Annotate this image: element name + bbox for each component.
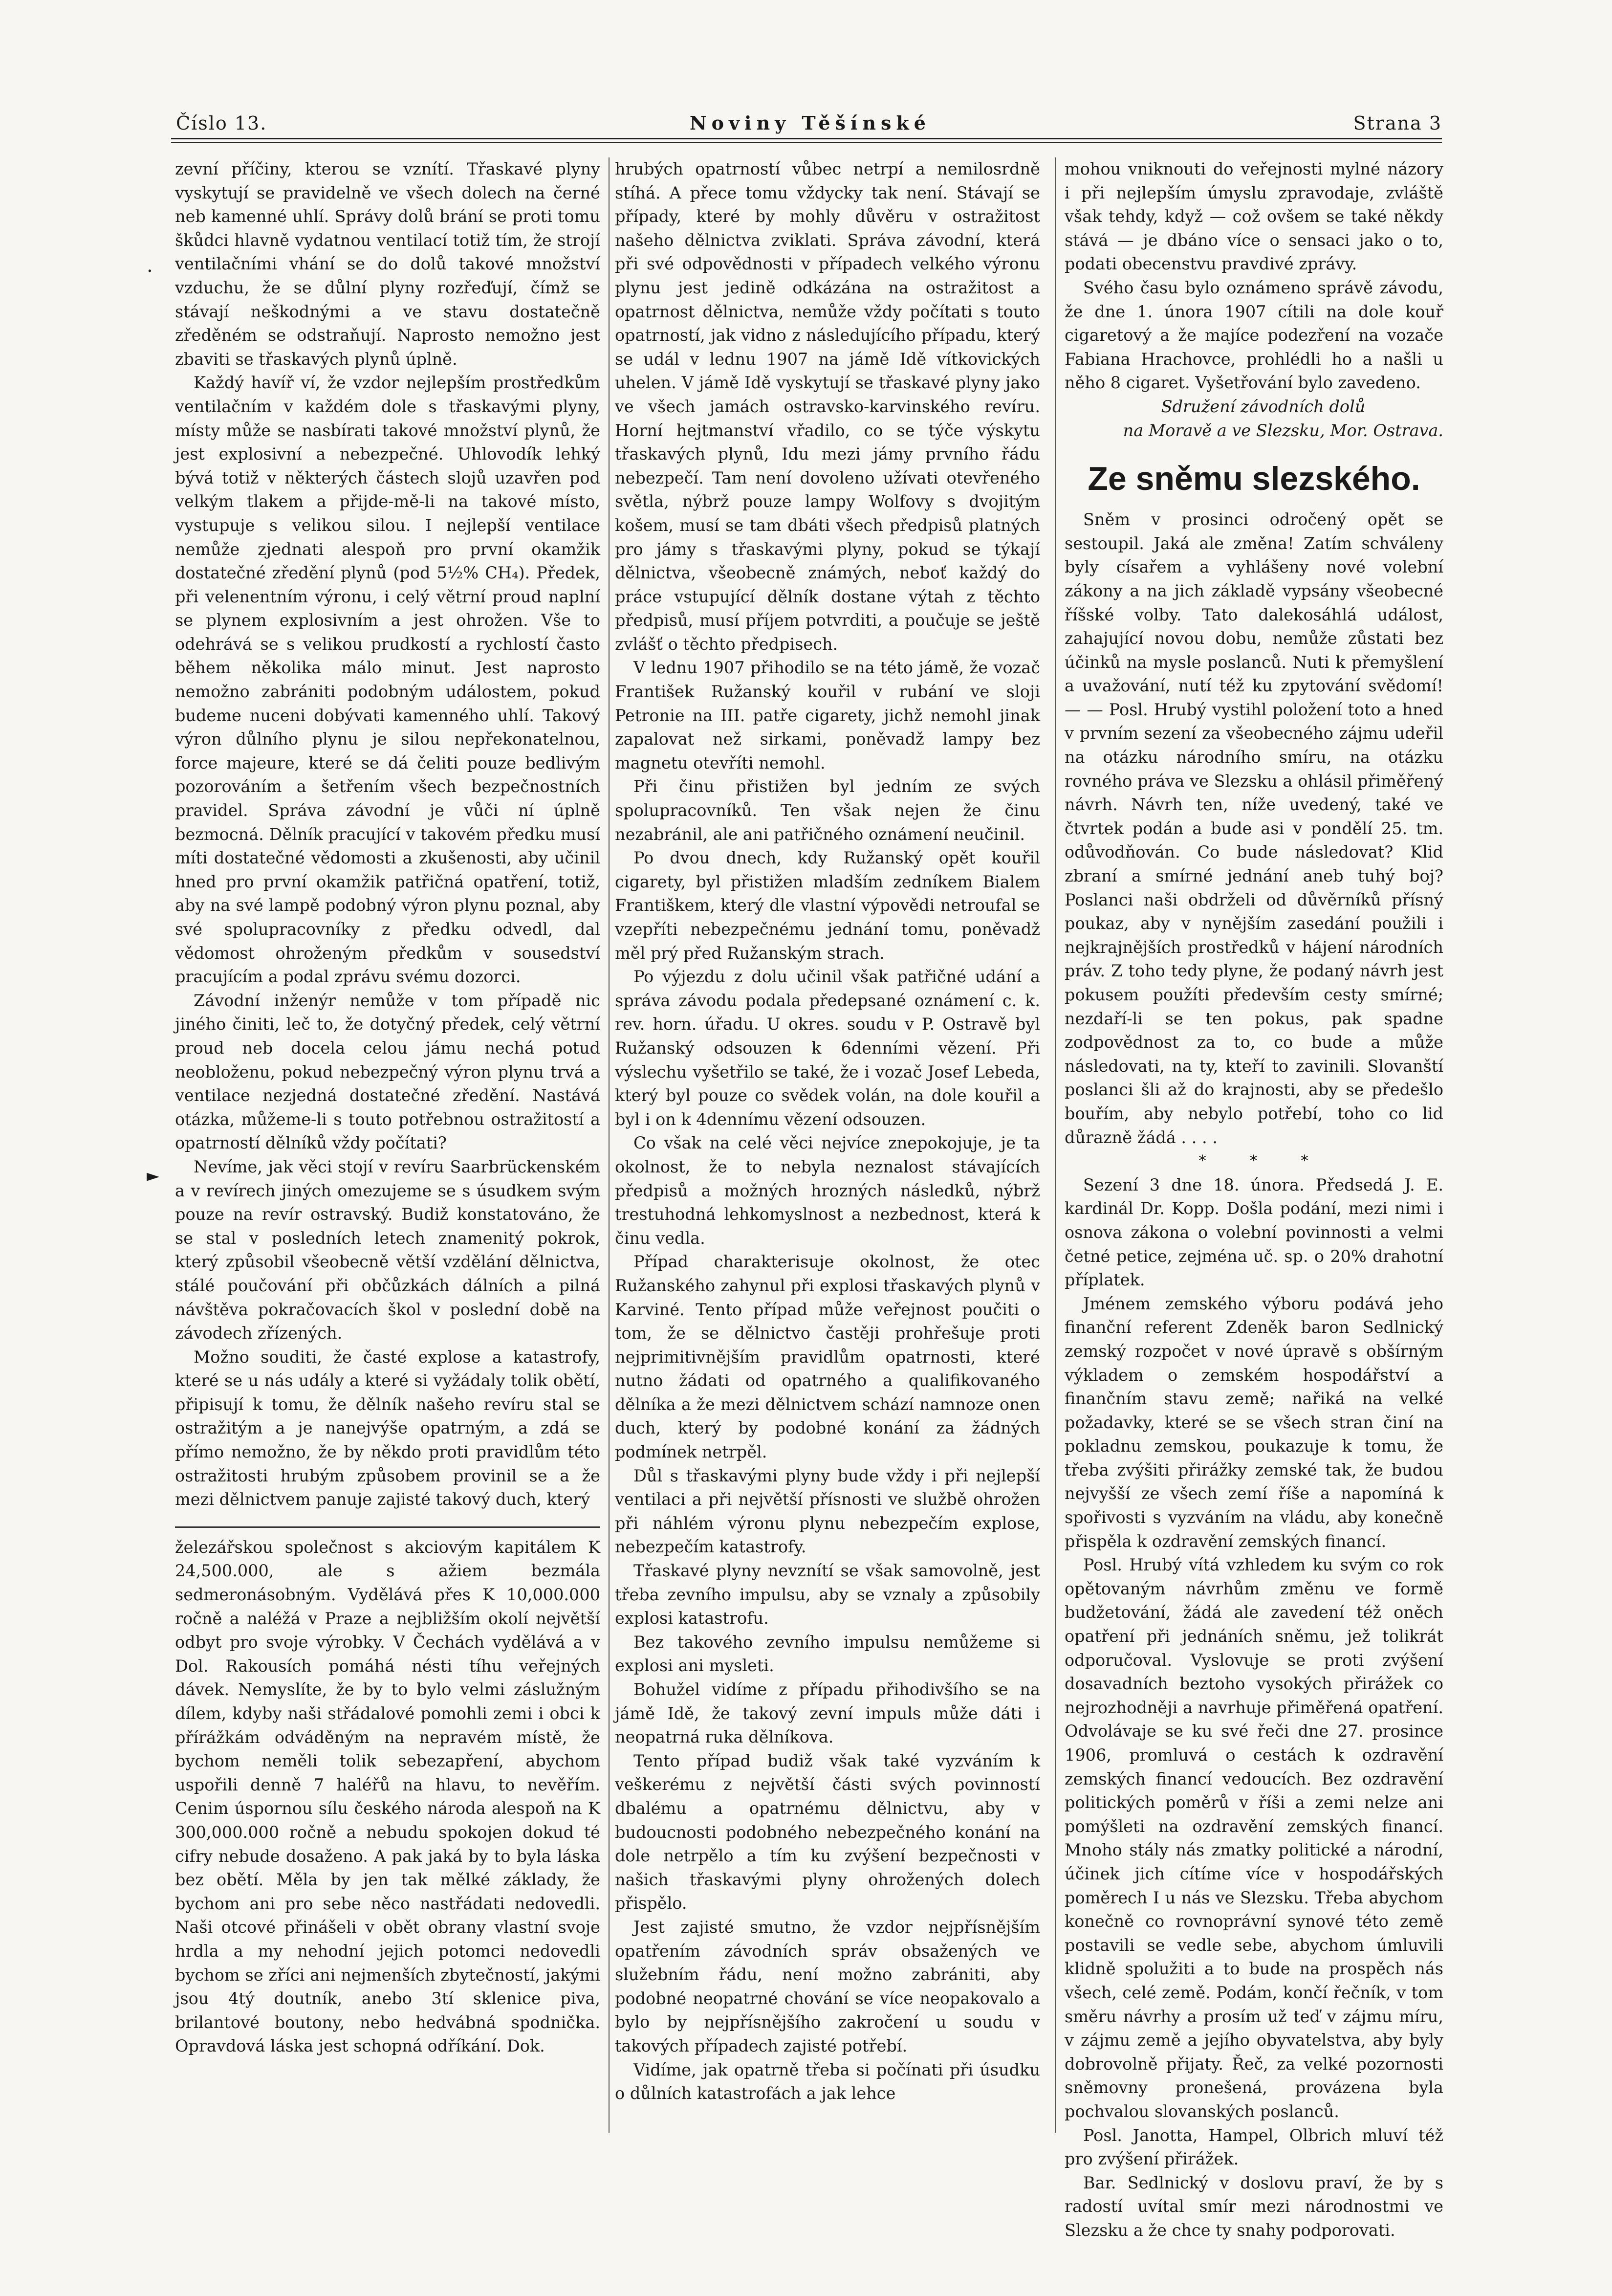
- article-paragraph: zevní příčiny, kterou se vznítí. Třaskavé plyny vyskytují se pravidelně ve všech dolech na černé neb kamenné uhlí. Správy dolů brání se proti tomu škůdci hlavně vydatnou ventilací totiž tím, že strojí ventilačními vhání se do dolů takové množství vzduchu, že se důlní plyny rozřeďují, čímž se stávají neškodnými a ve stavu dostatečně zředěném se odstraňují. Naprosto nemožno jest zbaviti se třaskavých plynů úplně.: [175, 159, 600, 369]
- article-paragraph: Po dvou dnech, kdy Ružanský opět kouřil cigarety, byl přistižen mladším zedníkem Bialem Františkem, který dle vlastní výpovědi netroufal se vzepříti nebezpečnému jednání tomu, poněvadž měl prý před Ružanským strach.: [615, 848, 1040, 963]
- article-paragraph: Sezení 3 dne 18. února. Předsedá J. E. kardinál Dr. Kopp. Došla podání, mezi nimi i osnova zákona o volební povinnosti a velmi četné petice, zejména uč. sp. o 20% drahotní příplatek.: [1065, 1175, 1443, 1290]
- article-paragraph: Možno souditi, že časté explose a katastrofy, které se u nás udály a které si vyžádaly tolik obětí, připisují k tomu, že dělník našeho revíru stal se ostražitým a je nanejvýše opatrným, a zdá se přímo nemožno, že by někdo proti pravidlům této ostražitosti hrubým způsobem provinil se a že mezi dělnictvem panuje zajisté takový duch, který: [175, 1347, 600, 1509]
- page-number: Strana 3: [1353, 112, 1442, 134]
- column-3: [1065, 157, 1443, 2240]
- column-1: [175, 157, 600, 2138]
- header-rule-top: [171, 138, 1442, 139]
- article-paragraph: Co však na celé věci nejvíce znepokojuje, je ta okolnost, že to nebyla neznalost stávajících předpisů a možných hrozných následků, nýbrž trestuhodná lehkomyslnost a nezbednost, která k činu vedla.: [615, 1133, 1040, 1248]
- article-paragraph: Nevíme, jak věci stojí v revíru Saarbrückenském a v revírech jiných omezujeme se s úsudkem svým pouze na revír ostravský. Budiž konstatováno, že se stal v posledních letech znamenitý pokrok, který způsobil všeobecně větší vzdělání dělnictva, stálé poučování při občůzkách dálních a pilná návštěva pokračovacích škol v poslední době na závodech zřízených.: [175, 1157, 600, 1343]
- article-paragraph: Po výjezdu z dolu učinil však patřičné udání a správa závodu podala předepsané oznámení c. k. rev. horn. úřadu. U okres. soudu v P. Ostravě byl Ružanský odsouzen k 6denními vězení. Při výslechu vyšetřilo se také, že i vozač Josef Lebeda, který byl pouze co svědek volán, na dole kouřil a byl i on k 4dennímu vězení odsouzen.: [615, 967, 1040, 1129]
- article-paragraph: Bez takového zevního impulsu nemůžeme si explosi ani mysleti.: [615, 1632, 1040, 1676]
- column-divider-1: [609, 157, 610, 2133]
- article-paragraph: hrubých opatrností vůbec netrpí a nemilosrdně stíhá. A přece tomu vždycky tak není. Stávají se případy, které by mohly důvěru v ostražitost našeho dělnictva zviklati. Správa závodní, která při své odpovědnosti v případech velkého výronu plynu jest jedině odkázána na ostražitost a opatrnost dělnictva, nemůže vždy počítati s touto opatrností, jak vidno z následujícího případu, který se udál v lednu 1907 na jámě Idě vítkovických uhelen. V jámě Idě vyskytují se třaskavé plyny jako ve všech jamách ostravsko-karvinského revíru. Horní hejtmanství vřadilo, co se týče výskytu třaskavých plynů, Idu mezi jámy prvního řádu nebezpečí. Tam není dovoleno užívati otevřeného světla, nýbrž pouze lampy Wolfovy s dvojitým košem, musí se tam dbáti všech předpisů platných pro jámy s třaskavými plyny, pokud se týkají dělnictva, všeobecně známých, neboť každý do práce vstupující dělník dostane výtah z těchto předpisů, musí příjem potvrditi, a poučuje se ještě zvlášť o těchto předpisech.: [615, 159, 1040, 654]
- article-paragraph: Případ charakterisuje okolnost, že otec Ružanského zahynul při explosi třaskavých plynů v Karviné. Tento případ může veřejnost poučiti o tom, že se dělnictvo častěji prohřešuje proti nejprimitivnějším pravidlům opatrnosti, které nutno žádati od opatrného a qualifikovaného dělníka a že mezi dělnictvem schází namnoze onen duch, který by podobné konání za žádných podmínek netrpěl.: [615, 1252, 1040, 1462]
- article-paragraph: Sněm v prosinci odročený opět se sestoupil. Jaká ale změna! Zatím schváleny byly císařem a vyhlášeny nové volební zákony a na jich základě vypsány všeobecné říšské volby. Tato dalekosáhlá událost, zahajující novou dobu, nemůže zůstati bez účinků na mysle poslanců. Nuti k přemyšlení a uvažování, nutí též ku zpytování svědomí! — — Posl. Hrubý vystihl položení toto a hned v prvním sezení za všeobecného zájmu udeřil na otázku národního smíru, na otázku rovného práva ve Slezsku a ohlásil přiměřený návrh. Návrh ten, níže uvedený, také ve čtvrtek podán a bude asi v pondělí 25. tm. odůvodňován. Co bude následovat? Klid zbraní a smírné jednání aneb tuhý boj? Poslanci naši obdrželi od důvěrníků přísný poukaz, aby v nynějším zasedání použili i nejkrajnějších prostředků v hájení národních práv. Z toho tedy plyne, že podaný návrh jest pokusem použíti především cesty smírné; nezdaří-li se ten pokus, pak spadne zodpovědnost za to, co bude a může následovati, na ty, kteří to zavinili. Slovanští poslanci šli až do krajnosti, aby se předešlo bouřím, aby nebylo potřebí, toho co lid důrazně žádá . . . .: [1065, 510, 1443, 1147]
- header-rule-bottom: [171, 142, 1442, 143]
- article-paragraph: mohou vniknouti do veřejnosti mylné názory i při nejlepším úmyslu zpravodaje, zvláště však tehdy, když — což ovšem se také někdy stává — je dbáno více o sensaci jako o to, podati obecenstvu pravdivé zprávy.: [1065, 159, 1443, 274]
- article-paragraph: Bar. Sedlnický v doslovu praví, že by s radostí uvítal smír mezi národnostmi ve Slezsku a že chce ty snahy podporovati.: [1065, 2173, 1443, 2240]
- article-paragraph: Jest zajisté smutno, že vzdor nejpřísnějším opatřením závodních správ obsažených ve služebním řádu, není možno zabrániti, aby podobné neopatrné chování se více neopakovalo a bylo by nejpřísnějšího zakročení u soudu v takových případech zajisté potřebí.: [615, 1917, 1040, 2055]
- article-paragraph: Každý havíř ví, že vzdor nejlepším prostředkům ventilačním v každém dole s třaskavými plyny, místy může se nasbírati takové množství plynů, že jest explosivní a nebezpečné. Uhlovodík lehký bývá totiž v některých částech slojů uzavřen pod velkým tlakem a přijde-mě-li na takové místo, vystupuje s velikou silou. I nejlepší ventilace nemůže zjednati alespoň pro první okamžik dostatečné zředění plynů (pod 5½% CH₄). Předek, při velenentním výronu, i celý větrní proud naplní se plynem explosivním a jest ohrožen. Vše to odehrává se s velikou prudkostí a rychlostí často během několika málo minut. Jest naprosto nemožno zabrániti podobným událostem, pokud budeme nuceni dobývati kamenného uhlí. Takový výron důlního plynu je silou nepřekonatelnou, force majeure, které se dá čeliti pouze bedlivým pozorováním a šetřením všech bezpečnostních pravidel. Správa závodní je vůči ní úplně bezmocná. Dělník pracující v takovém předku musí míti dostatečné vědomosti a zkušenosti, aby učinil hned pro první okamžik patřičná opatření, totiž, aby na své lampě podobný výron plynu poznal, aby své spolupracovníky z předku odvedl, dal vědomost ohroženým předkům v sousedství pracujícím a podal zprávu svému dozorci.: [175, 373, 600, 987]
- article-paragraph: Posl. Janotta, Hampel, Olbrich mluví též pro zvýšení přirážek.: [1065, 2125, 1443, 2169]
- article-paragraph: Třaskavé plyny nevznítí se však samovolně, jest třeba zevního impulsu, aby se vznaly a způsobily explosi katastrofu.: [615, 1561, 1040, 1628]
- article-paragraph: Při činu přistižen byl jedním ze svých spolupracovníků. Ten však nejen že činu nezabránil, ale ani patřičného oznámení neučinil.: [615, 777, 1040, 844]
- article-paragraph: Tento případ budiž však také vyzváním k veškerému z největší části svých povinností dbalému a opatrnému dělnictvu, aby v budoucnosti podobného nebezpečného konání na dole netrpělo a tím ku zvýšení bezpečnosti v našich třaskavými plyny ohrožených dolech přispělo.: [615, 1751, 1040, 1913]
- article-paragraph: V lednu 1907 přihodilo se na této jámě, že vozač František Ružanský kouřil v rubání ve sloji Petronie na III. patře cigarety, jichž nemohl jinak zapalovat než sirkami, poněvadž lampy bez magnetu otevříti nemohl.: [615, 658, 1040, 773]
- margin-pointer: ►: [147, 1166, 160, 1186]
- article-paragraph: Svého času bylo oznámeno správě závodu, že dne 1. února 1907 cítili na dole kouř cigaretový a že majíce podezření na vozače Fabiana Hrachovce, prohlédli ho a našli u něho 8 cigaret. Vyšetřování bylo zavedeno.: [1065, 278, 1443, 393]
- signature-line-1: Sdružení závodních dolů: [1161, 397, 1366, 416]
- article-paragraph: Závodní inženýr nemůže v tom případě nic jiného činiti, leč to, že dotyčný předek, celý větrní proud neb docela celou jámu nechá potud neobloženu, pokud nebezpečný výron plynu trvá a ventilace nezjedná dostatečné zředění. Nastává otázka, můžeme-li s touto potřebnou ostražitostí a opatrností dělníků vždy počítati?: [175, 991, 600, 1153]
- issue-number: Číslo 13.: [176, 112, 267, 134]
- page-header: [176, 107, 1442, 134]
- section-separator: [175, 1526, 600, 1528]
- article-paragraph: Bohužel vidíme z případu přihodivšího se na jámě Idě, že takový zevní impuls může dáti i neopatrná ruka dělníkova.: [615, 1680, 1040, 1747]
- column-divider-2: [1055, 157, 1056, 2133]
- asterism: * * *: [1198, 1152, 1328, 1170]
- article-paragraph: Důl s třaskavými plyny bude vždy i při nejlepší ventilaci a při největší přísnosti ve službě ohrožen při náhlém výronu plynu nebezpečím explose, nebezpečím katastrofy.: [615, 1466, 1040, 1557]
- section-heading: Ze sněmu slezského.: [1088, 460, 1420, 498]
- article-paragraph: Jménem zemského výboru podává jeho finanční referent Zdeněk baron Sedlnický zemský rozpočet v nové úpravě s obšírným výkladem o zemském hospodářství a finančním stavu země; nařiká na velké požadavky, které se se všech stran činí na pokladnu zemskou, poukazuje k tomu, že třeba zvýšiti přirážky zemské tak, že budou nejvyšší ze všech zemí říše a napomíná k spořivosti s vyzváním na vládu, aby konečně přispěla k ozdravění zemských financí.: [1065, 1294, 1443, 1551]
- article-paragraph: Vidíme, jak opatrně třeba si počínati při úsudku o důlních katastrofách a jak lehce: [615, 2060, 1040, 2103]
- article-paragraph: Posl. Hrubý vítá vzhledem ku svým co rok opětovaným návrhům změnu ve formě budžetování, žádá ale zavedení též oněch opatření při jednáních sněmu, jež tolikrát odporučoval. Vyslovuje se proti zvýšení dosavadních beztoho vysokých přirážek co nejrozhodněji a navrhuje přiměřená opatření. Odvolávaje se ku své řeči dne 27. prosince 1906, promluvá o cestách k ozdravění zemských financí vedoucích. Bez ozdravění politických poměrů v říši a zemi nelze ani pomýšleti na ozdravění zemských financí. Mnoho stály nás zmatky politické a národní, účinek jich cítíme více v hospodářských poměrech I u nás ve Slezsku. Třeba abychom konečně co rovnoprávní synové této země postavili se vedle sebe, abychom úmluvili klidně spolužiti a to bude na prospěch nás všech, celé země. Podám, končí řečník, v tom směru návrhy a prosím už teď v zájmu míru, v zájmu země a jejího obyvatelstva, aby byly dobrovolně přijaty. Řeč, za velké pozornosti sněmovny pronešená, provázena byla pochvalou slovanských poslanců.: [1065, 1555, 1443, 2121]
- newspaper-title: Noviny Těšínské: [689, 112, 931, 134]
- margin-dot: .: [147, 254, 153, 277]
- column-2: [615, 157, 1040, 2138]
- signature-line-2: na Moravě a ve Slezsku, Mor. Ostrava.: [1123, 420, 1443, 440]
- feuilleton-paragraph: železářskou společnost s akciovým kapitálem K 24,500.000, ale s ažiem bezmála sedmeronásobným. Vydělává přes K 10,000.000 ročně a naléžá v Praze a nejbližším okolí největší odbyt pro svoje výrobky. V Čechách vydělává a v Dol. Rakousích pomáhá nésti tíhu veřejných dávek. Nemyslíte, že by to bylo velmi záslužným dílem, kdyby naši střádalové pomohli zemi i obci k přírážkám odváděným na nepravém místě, že bychom neměli tolik sebezapření, abychom uspořili denně 7 haléřů na hlavu, to nevěřím. Cenim úspornou sílu českého národa alespoň na K 300,000.000 ročně a nebudu spokojen dokud té cifry nebude dosaženo. A pak jaká by to byla láska bez obětí. Měla by jen tak mělké základy, že bychom ani pro sebe něco nastřádati nedovedli. Naši otcové přinášeli v obět obrany vlastní svoje hrdla a my nehodní jejich potomci nedovedli bychom se zříci ani nejmenších zbytečností, jakými jsou 4tý doutník, anebo 3tí sklenice piva, brilantové boutony, nebo hedvábná spodnička. Opravdová láska jest schopná odříkání. Dok.: [175, 1537, 600, 2056]
